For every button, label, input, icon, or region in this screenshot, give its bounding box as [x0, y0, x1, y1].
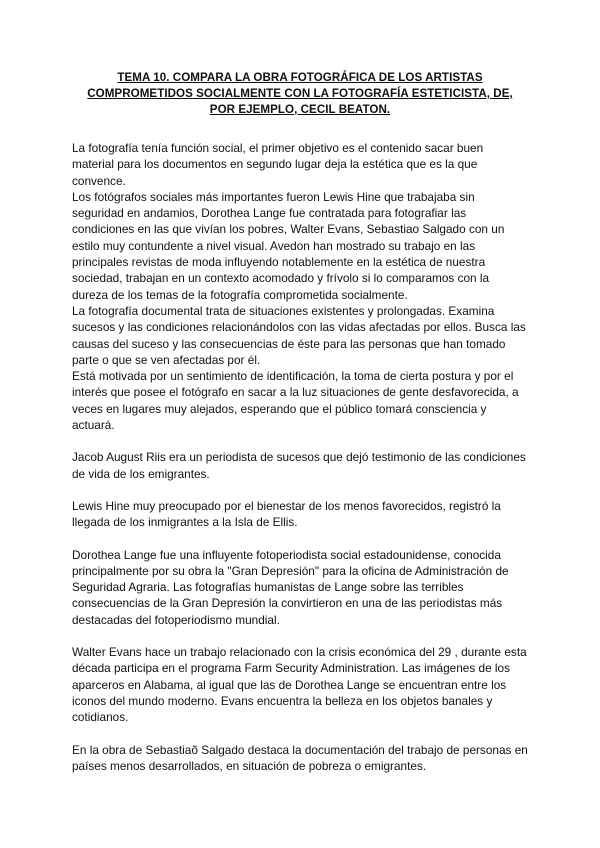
paragraph-gap [72, 628, 528, 644]
paragraph-walter-evans: Walter Evans hace un trabajo relacionado con la crisis económica del 29 , durante esta década participa en el programa Farm Security Administration. Las imágenes de los aparceros en Alabama, al igual que las de Dorothea Lange se encuentran entre los iconos del mundo moderno. Evans encuentra la belleza en los objetos banales y cotidianos. [72, 645, 527, 725]
paragraph-sebastiao-salgado: En la obra de Sebastiaõ Salgado destaca la documentación del trabajo de personas en países menos desarrollados, en situación de pobreza o emigrantes. [72, 742, 528, 773]
paragraph-lewis-hine: Lewis Hine muy preocupado por el bienestar de los menos favorecidos, registró la llegada de los inmigrantes a la Isla de Ellis. [72, 498, 501, 530]
paragraph-social-function: La fotografía tenía función social, el primer objetivo es el contenido sacar buen material para los documentos en segundo lugar deja la estética que es la que convence. [72, 141, 484, 188]
title-line-2: COMPROMETIDOS SOCIALMENTE CON LA FOTOGRAFÍA ESTETICISTA, DE, [87, 87, 513, 100]
paragraph-dorothea-lange: Dorothea Lange fue una influyente fotoperiodista social estadounidense, conocida principalmente por su obra la "Gran Depresión" para la oficina de Administración de Seguridad Agraria. Las fotografías humanistas de Lange sobre las terribles consecuencias de la Gran Depresión la convirtieron en una de las periodistas más destacadas del fotoperiodismo mundial. [72, 547, 509, 627]
paragraph-gap [72, 531, 528, 547]
paragraph-gap [72, 482, 528, 498]
paragraph-motivation: Está motivada por un sentimiento de identificación, la toma de cierta postura y por el interés que posee el fotógrafo en sacar a la luz situaciones de gente desfavorecida, a veces en lugares muy alejados, esperando que el público tomará consciencia y actuará. [72, 369, 519, 433]
document-page [72, 70, 528, 774]
paragraph-gap [72, 433, 528, 449]
paragraph-jacob-riis: Jacob August Riis era un periodista de sucesos que dejó testimonio de las condiciones de vida de los emigrantes. [72, 450, 526, 481]
paragraph-documentary-photography: La fotografía documental trata de situaciones existentes y prolongadas. Examina sucesos y las condiciones relacionándolos con las vidas afectadas por ellos. Busca las causas del suceso y las consecuencias de éste para las personas que han tomado parte o que se ven afectadas por él. [72, 303, 526, 367]
title-line-1: TEMA 10. COMPARA LA OBRA FOTOGRÁFICA DE LOS ARTISTAS [117, 71, 483, 84]
paragraph-social-photographers: Los fotógrafos sociales más importantes fueron Lewis Hine que trabajaba sin seguridad en andamios, Dorothea Lange fue contratada para fotografiar las condiciones en las que vivían los pobres, Walter Evans, Sebastiao Salgado con un estilo muy contundente a nivel visual. Avedon han mostrado su trabajo en las principales revistas de moda influyendo notablemente en la estética de nuestra sociedad, trabajan en un contexto acomodado y frívolo si lo comparamos con la dureza de los temas de la fotografía comprometida socialmente. [72, 189, 505, 302]
title-line-3: POR EJEMPLO, CECIL BEATON. [209, 103, 391, 116]
document-title [72, 70, 528, 118]
paragraph-gap [72, 726, 528, 742]
